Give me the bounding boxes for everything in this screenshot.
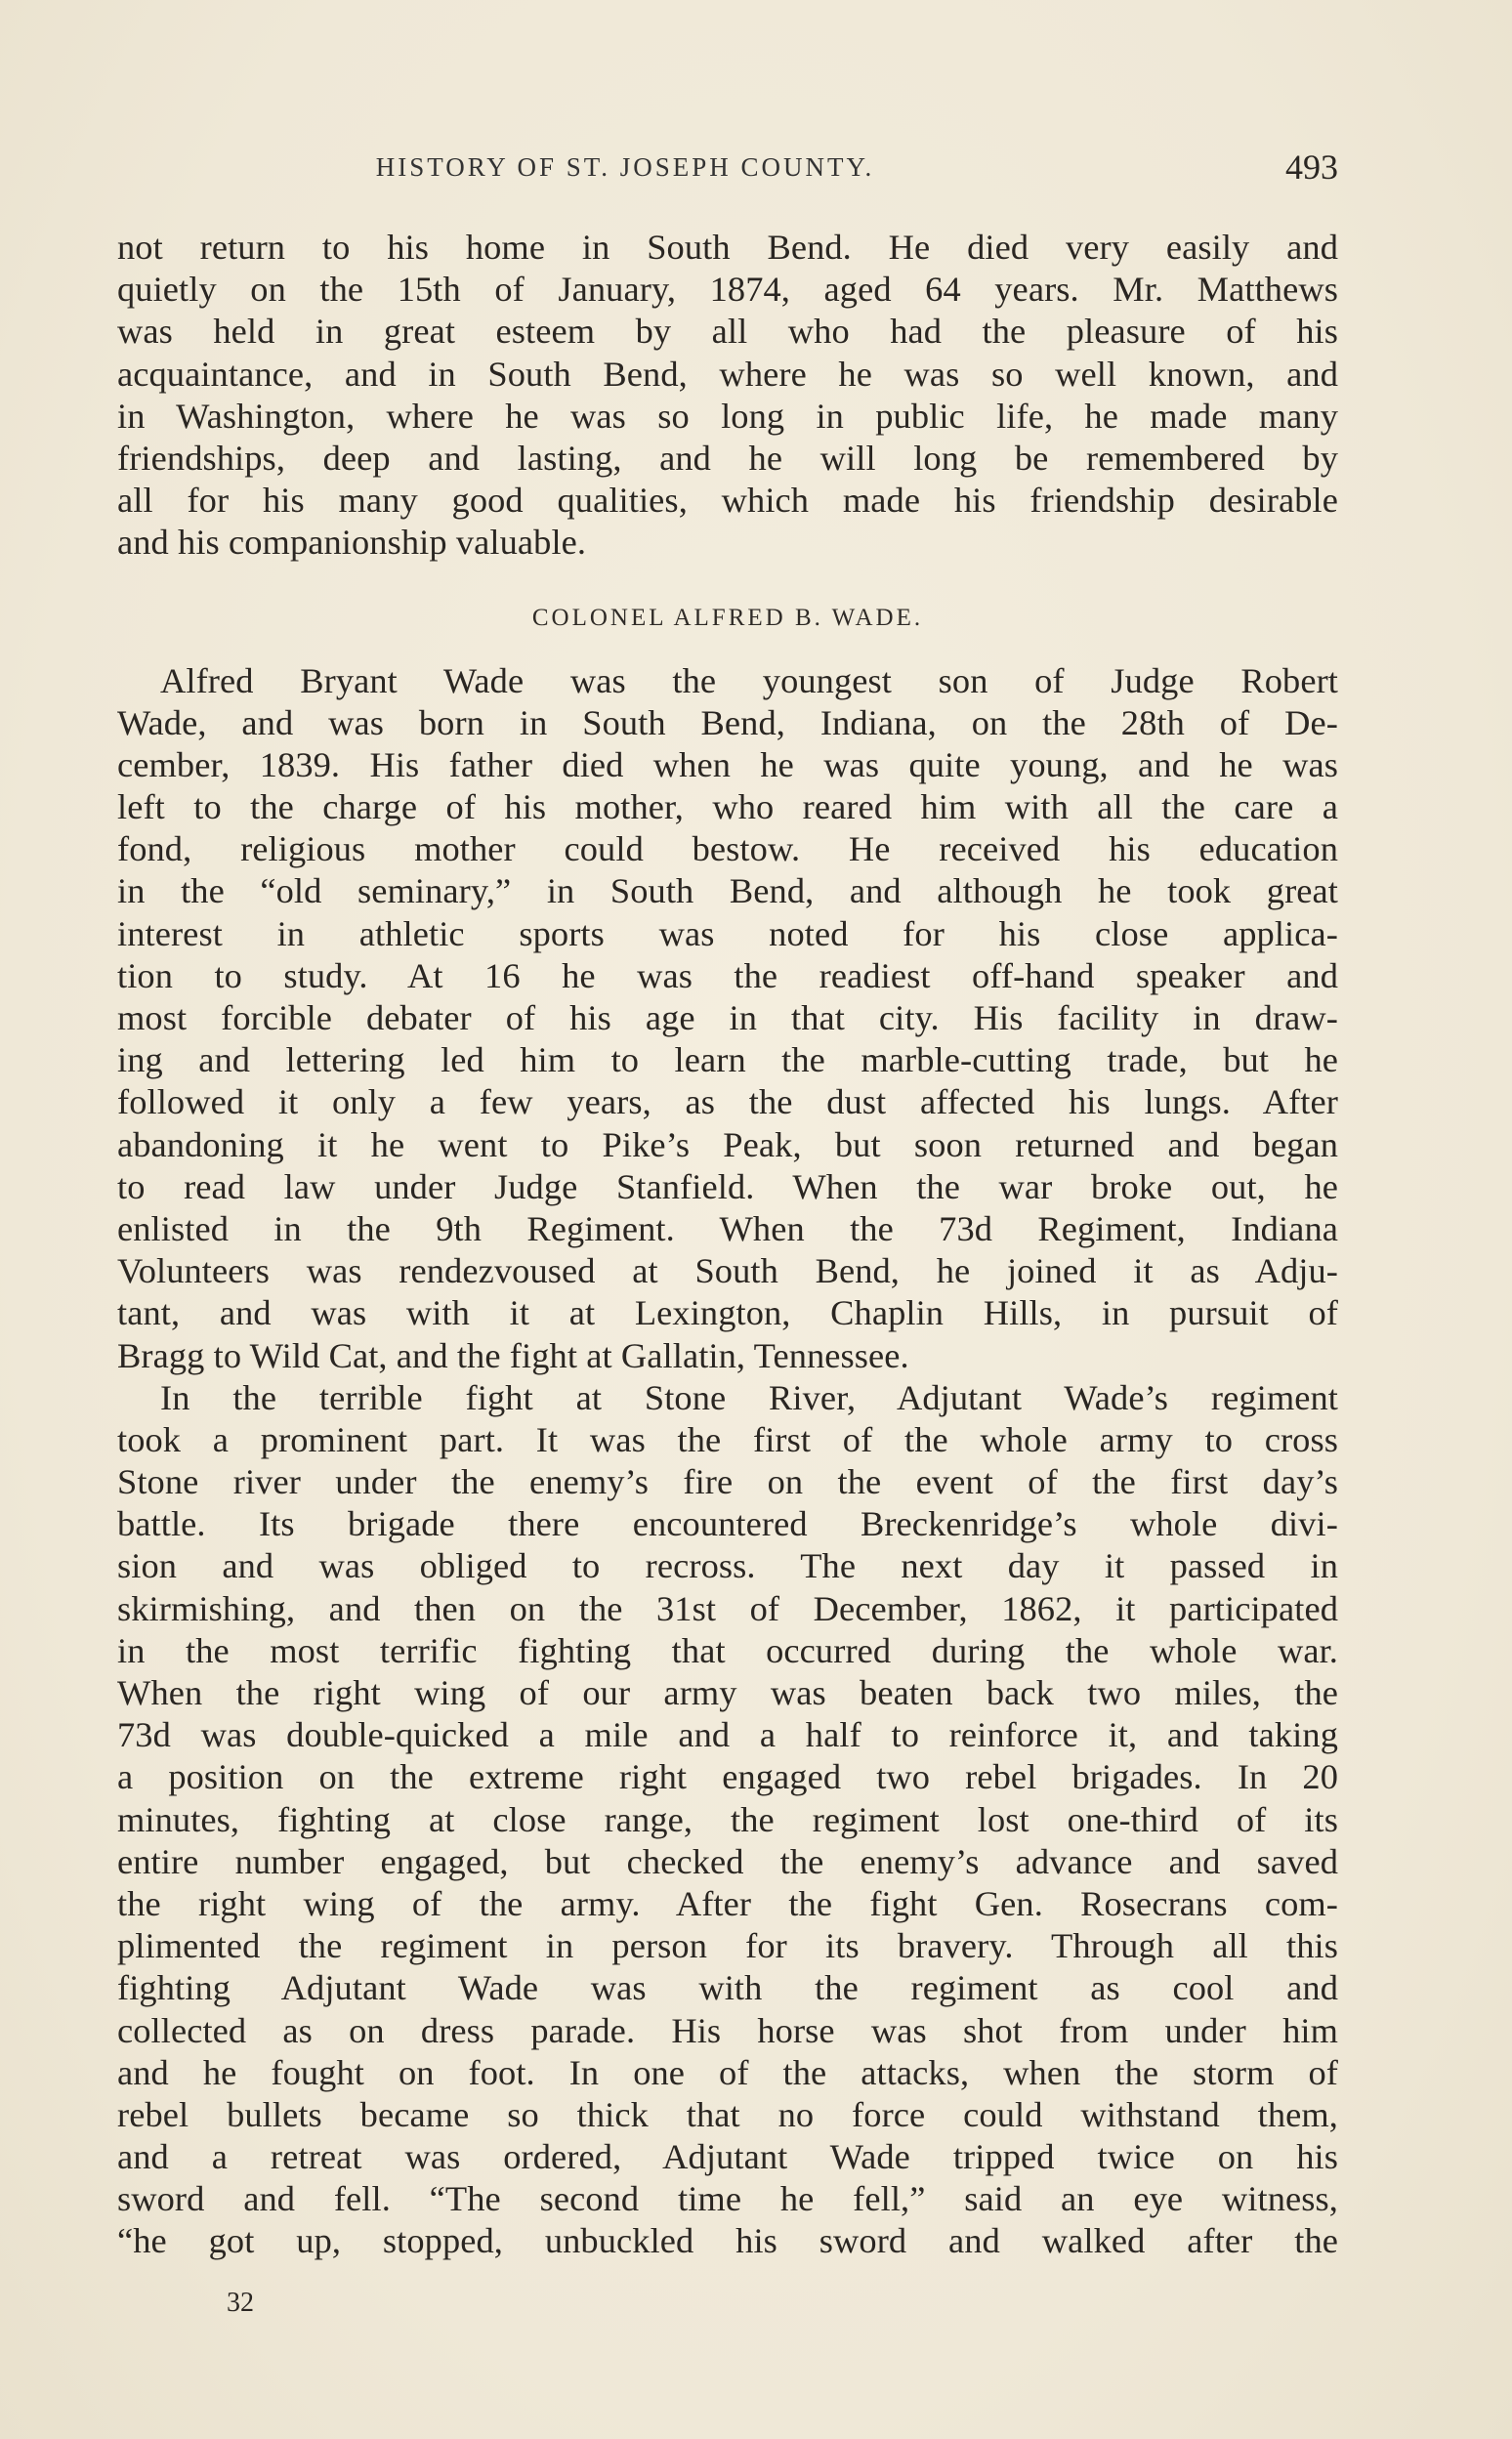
text-line: acquaintance, and in South Bend, where he was so well known, and: [117, 354, 1338, 394]
text-line: in Washington, where he was so long in public life, he made many: [117, 396, 1338, 436]
text-line: to read law under Judge Stanfield. When the war broke out, he: [117, 1166, 1338, 1206]
text-line: left to the charge of his mother, who reared him with all the care a: [117, 787, 1338, 827]
text-line: most forcible debater of his age in that city. His facility in draw-: [117, 998, 1338, 1037]
text-line: tion to study. At 16 he was the readiest off-hand speaker and: [117, 955, 1338, 995]
text-line: sion and was obliged to recross. The next day it passed in: [117, 1546, 1338, 1586]
text-line: abandoning it he went to Pike’s Peak, but soon returned and began: [117, 1124, 1338, 1164]
text-line: battle. Its brigade there encountered Breckenridge’s whole divi-: [117, 1504, 1338, 1544]
running-head: [117, 147, 1338, 195]
text-line: cember, 1839. His father died when he was quite young, and he was: [117, 744, 1338, 784]
text-line: fond, religious mother could bestow. He received his education: [117, 829, 1338, 869]
text-line: in the most terrific fighting that occurred during the whole war.: [117, 1630, 1338, 1670]
text-line: plimented the regiment in person for its bravery. Through all this: [117, 1926, 1338, 1966]
text-line: enlisted in the 9th Regiment. When the 73d Regiment, Indiana: [117, 1208, 1338, 1248]
text-line: was held in great esteem by all who had the pleasure of his: [117, 312, 1338, 352]
text-line: Stone river under the enemy’s fire on the event of the first day’s: [117, 1462, 1338, 1502]
text-line: followed it only a few years, as the dust affected his lungs. After: [117, 1082, 1338, 1122]
text-line: a position on the extreme right engaged two rebel brigades. In 20: [117, 1757, 1338, 1797]
body-text: [117, 227, 1338, 2263]
page-number: 493: [1285, 147, 1338, 187]
text-line: When the right wing of our army was beaten back two miles, the: [117, 1673, 1338, 1712]
paragraph-matthews-conclusion: [117, 227, 1338, 565]
text-line: Wade, and was born in South Bend, Indiana, on the 28th of De-: [117, 702, 1338, 742]
text-line: all for his many good qualities, which made his friendship desirable: [117, 481, 1338, 521]
text-line: and his companionship valuable.: [117, 523, 587, 563]
paragraph-stone-river: [117, 1377, 1338, 2263]
text-line: friendships, deep and lasting, and he will long be remembered by: [117, 438, 1338, 478]
paragraph-wade-biography: [117, 660, 1338, 1377]
text-line: not return to his home in South Bend. He died very easily and: [117, 228, 1338, 267]
text-line: 73d was double-quicked a mile and a half to reinforce it, and taking: [117, 1715, 1338, 1755]
section-heading: COLONEL ALFRED B. WADE.: [531, 604, 924, 631]
text-line: ing and lettering led him to learn the marble-cutting trade, but he: [117, 1040, 1338, 1080]
text-line: “he got up, stopped, unbuckled his sword and walked after the: [117, 2221, 1338, 2261]
text-line: Alfred Bryant Wade was the youngest son of Judge Robert: [160, 660, 1338, 700]
text-line: quietly on the 15th of January, 1874, aged 64 years. Mr. Matthews: [117, 270, 1338, 310]
text-line: skirmishing, and then on the 31st of December, 1862, it participated: [117, 1588, 1338, 1628]
text-line: In the terrible fight at Stone River, Adjutant Wade’s regiment: [160, 1377, 1338, 1417]
text-line: tant, and was with it at Lexington, Chaplin Hills, in pursuit of: [117, 1293, 1338, 1333]
text-line: in the “old seminary,” in South Bend, and although he took great: [117, 871, 1338, 911]
text-line: collected as on dress parade. His horse was shot from under him: [117, 2010, 1338, 2050]
text-line: minutes, fighting at close range, the regiment lost one-third of its: [117, 1799, 1338, 1839]
text-line: fighting Adjutant Wade was with the regiment as cool and: [117, 1968, 1338, 2008]
text-line: the right wing of the army. After the fight Gen. Rosecrans com-: [117, 1883, 1338, 1923]
text-line: and a retreat was ordered, Adjutant Wade tripped twice on his: [117, 2137, 1338, 2177]
text-line: and he fought on foot. In one of the attacks, when the storm of: [117, 2052, 1338, 2092]
text-line: rebel bullets became so thick that no force could withstand them,: [117, 2094, 1338, 2134]
text-line: Bragg to Wild Cat, and the fight at Gallatin, Tennessee.: [117, 1335, 909, 1375]
text-line: Volunteers was rendezvoused at South Bend, he joined it as Adju-: [117, 1251, 1338, 1291]
text-line: took a prominent part. It was the first of the whole army to cross: [117, 1419, 1338, 1459]
text-line: entire number engaged, but checked the enemy’s advance and saved: [117, 1841, 1338, 1881]
text-line: interest in athletic sports was noted for his close applica-: [117, 913, 1338, 953]
text-line: sword and fell. “The second time he fell,” said an eye witness,: [117, 2179, 1338, 2219]
running-title: HISTORY OF ST. JOSEPH COUNTY.: [375, 152, 875, 182]
signature-mark: 32: [227, 2288, 254, 2318]
